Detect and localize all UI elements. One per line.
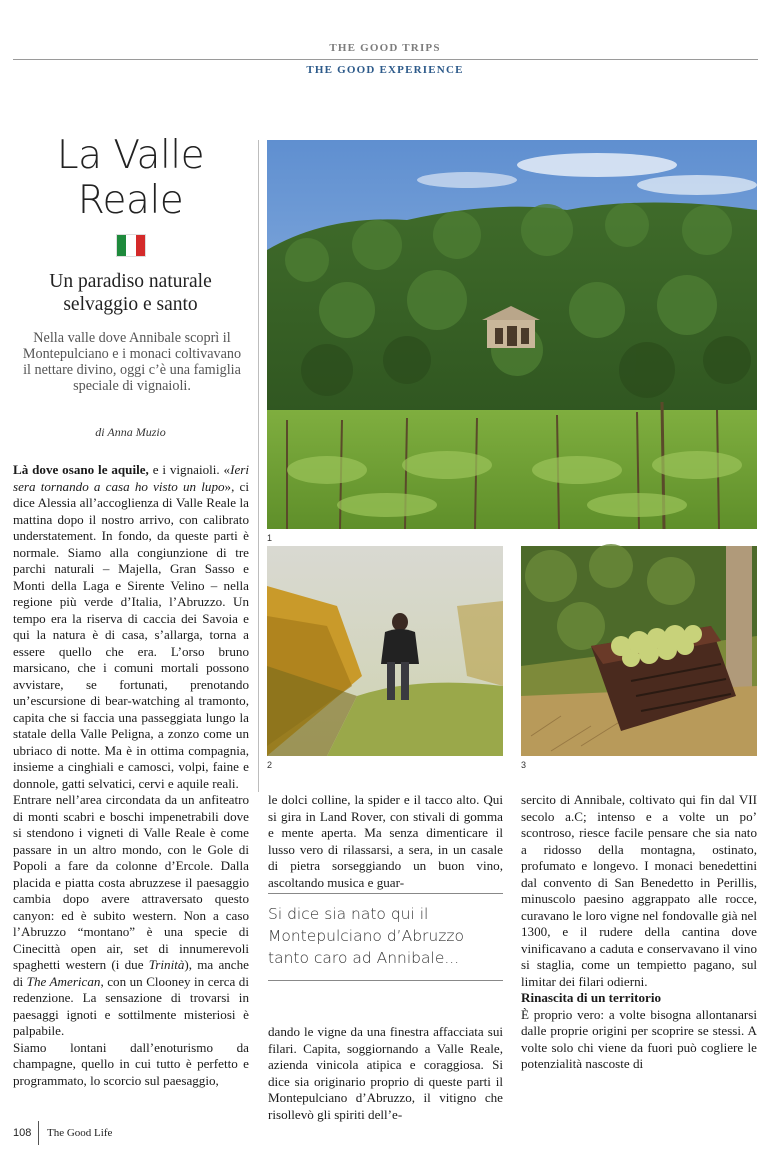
paragraph-text: , con un Clooney in cerca di redenzione. La sensazione di trovarsi in paesaggi ignoti e sottilmente misteriosi è palpabile. [13,973,249,1038]
paragraph: sercito di Annibale, coltivato qui fin dal VII secolo a.C; intenso e a volte un po’ scontroso, riesce facile pensare che sia nato a ridosso della montagna, ostinato, profumato e longevo. I monaci benedettini dal convento di San Benedetto in Perillis, minuscolo paesino aggrappato alle rocce, curavano le loro vigne nel fondovalle già nel 1300, e il rudere della cantina dove vinificavano a caduta e conservavano il vino si staglia, come un tempietto pagano, sul limitar dei filari odierni. [521,792,757,989]
paragraph-text: ), ma anche di [13,957,249,989]
title-line-1: La Valle [56,133,205,178]
flag-stripe-red [136,235,145,256]
photo-caption-number: 2 [267,760,273,770]
photo-man-in-vineyard [267,546,503,756]
film-title: Trinità [148,957,185,972]
photo-vineyard-chapel [267,140,757,529]
paragraph: È proprio vero: a volte bisogna allontanarsi dalle proprie origini per scoprire se stessi. A volte solo chi viene da fuori può cogliere le potenzialità nascoste di [521,1006,757,1071]
film-title: The American [26,973,101,989]
body-column-2 [268,792,503,891]
paragraph-text: », ci dice Alessia all’accoglienza di Valle Reale la mattina dopo il nostro arrivo, con calibrato understatement. In fondo, da queste parti è normale. Siamo alla congiunzione di tre parchi naturali – Majella, Gran Sasso e Monti della Laga e Sirente Velino – nella regione più verde d’Italia, l’Abruzzo. Un tempo era la riserva di caccia dei Savoia e qui la natura è di casa, s’allarga, torna a essere quello che era. L’orso bruno marsicano, che i comuni mortali possono avvistare, se fortunati, prenotando un’escursione di bear-watching al tramonto, capita che si faccia una passeggiata lungo la statale della Valle Peligna, a zonzo come un ubriaco di notte. Ma è in ottima compagnia, insieme a cinghiali e camosci, volpi, faine e donnole, gatti selvatici, cervi e aquile reali. [13,478,249,791]
magazine-name: The Good Life [47,1127,113,1139]
paragraph: dando le vigne da una finestra affacciata sui filari. Capita, soggiornando a Valle Reale, azienda vinicola atipica e coraggiosa. Si dice sia originario proprio di queste parti il Montepulciano d’Abruzzo, il vitigno che risollevò gli spiriti dell’e- [268,1024,503,1122]
paragraph: le dolci colline, la spider e il tacco alto. Qui si gira in Land Rover, con stivali di gomma e mente aperta. Ma senza dimenticare il lusso vero di rilassarsi, a sera, in un casale di pietra sorseggiando un buon vino, ascoltando musica e guar- [268,792,503,890]
footer-divider [38,1121,39,1145]
photo-grape-crate [521,546,757,756]
paragraph [13,792,249,1040]
flag-stripe-white [126,235,135,256]
article-subtitle: Un paradiso naturale selvaggio e santo [49,271,212,315]
section-label: THE GOOD TRIPS [329,42,441,54]
paragraph-text: Entrare nell’area circondata da un anfiteatro di monti scabri e boschi impenetrabili dove si stendono i vigneti di Valle Reale è come passare in un altro mondo, con le Gole di Popoli a fare da colonne d’Ercole. Dalla placida e piatta costa abruzzese il paesaggio cambia dopo avere attraversato questo canyon: ed è subito western. Non a caso l’Abruzzo “montano” è una specie di Cinecittà open air, set di innumerevoli spaghetti western (i due [13,792,249,972]
pull-quote [268,893,503,981]
paragraph: Siamo lontani dall’enoturismo da champagne, quello in cui tutto è perfetto e programmato, lo scorcio sul paesaggio, [13,1039,249,1088]
article-title [13,133,248,223]
lead-text: e i vignaioli. « [148,462,231,477]
wolf-quote: Ieri sera tornando a casa ho visto un lupo [13,462,249,494]
pull-quote-line: tanto caro ad Annibale... [268,949,460,967]
body-column-2-continued [268,1024,503,1122]
flag-stripe-green [117,235,126,256]
lead-in: Là dove osano le aquile, [13,462,149,477]
photo-caption-number: 1 [267,533,273,543]
photo-caption-number: 3 [521,760,527,770]
pull-quote-line: Si dice sia nato qui il [268,905,429,923]
column-divider [258,140,259,792]
body-column-1 [13,462,249,1090]
italian-flag-icon [116,234,146,257]
body-column-3 [521,792,757,1092]
paragraph [13,462,249,792]
pull-quote-line: Montepulciano d’Abruzzo [268,927,464,945]
article-byline: di Anna Muzio [95,425,166,439]
subsection-label: THE GOOD EXPERIENCE [306,64,464,76]
header-divider [13,59,758,60]
title-line-2: Reale [77,178,184,223]
section-subheading: Rinascita di un territorio [521,990,662,1005]
page-number: 108 [13,1127,32,1139]
article-intro: Nella valle dove Annibale scoprì il Montepulciano e i monaci coltivavano il nettare divino, oggi c’è una famiglia speciale di vignaioli. [22,330,242,394]
